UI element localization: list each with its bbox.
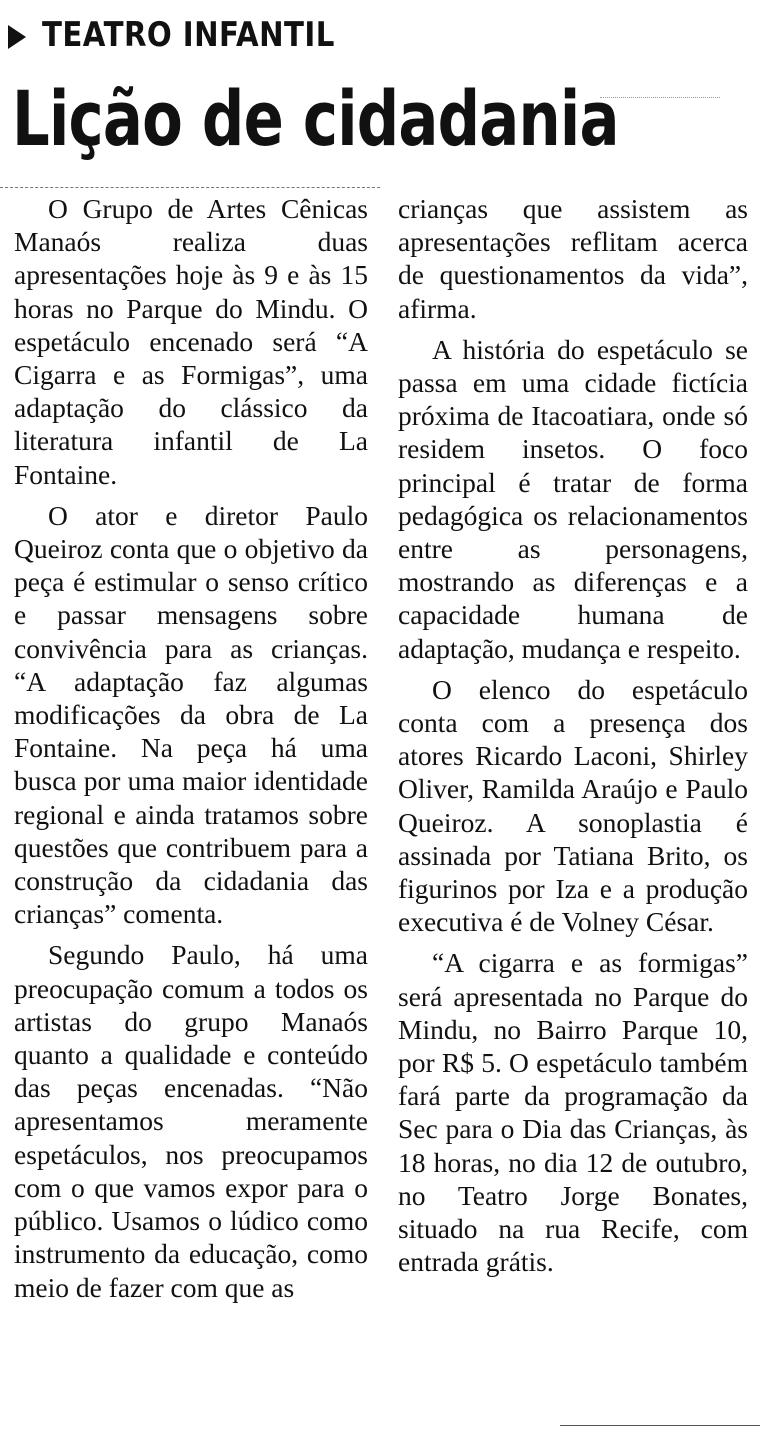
article-column-left xyxy=(14,192,368,1312)
paragraph: O Grupo de Artes Cênicas Manaós realiza duas apresentações hoje às 9 e às 15 horas no Parque do Mindu. O espetáculo encenado será “A Cigarra e as Formigas”, uma adaptação do clássico da literatura infantil de La Fontaine. xyxy=(14,193,368,490)
paragraph: O ator e diretor Paulo Queiroz conta que o objetivo da peça é estimular o senso crítico e passar mensagens sobre convivência para as crianças. “A adaptação faz algumas modificações da obra de La Fontaine. Na peça há uma busca por uma maior identidade regional e ainda tratamos sobre questões que contribuem para a construção da cidadania das crianças” comenta. xyxy=(14,499,368,930)
paragraph: A história do espetáculo se passa em uma cidade fictícia próxima de Itacoatiara, onde só residem insetos. O foco principal é tratar de forma pedagógica os relacionamentos entre as personagens, mostrando as diferenças e a capacidade humana de adaptação, mudança e respeito. xyxy=(398,333,748,664)
section-kicker xyxy=(8,14,382,56)
article-title: Lição de cidadania xyxy=(12,74,619,163)
header-divider xyxy=(0,187,380,188)
paragraph: “A cigarra e as formigas” será apresentada no Parque do Mindu, no Bairro Parque 10, por R$ 5. O espetáculo também fará parte da programação da Sec para o Dia das Crianças, às 18 horas, no dia 12 de outubro, no Teatro Jorge Bonates, situado na rua Recife, com entrada grátis. xyxy=(398,947,748,1278)
paragraph: O elenco do espetáculo conta com a presença dos atores Ricardo Laconi, Shirley Oliver, Ramilda Araújo e Paulo Queiroz. A sonoplastia é assinada por Tatiana Brito, os figurinos por Iza e a produção executiva é de Volney César. xyxy=(398,673,748,938)
article-column-right xyxy=(398,192,748,1287)
kicker-label: TEATRO INFANTIL xyxy=(42,15,335,55)
footer-divider xyxy=(560,1425,760,1426)
paragraph: Segundo Paulo, há uma preocupação comum a todos os artistas do grupo Manaós quanto a qualidade e conteúdo das peças encenadas. “Não apresentamos meramente espetáculos, nos preocupamos com o que vamos expor para o público. Usamos o lúdico como instrumento da educação, como meio de fazer com que as xyxy=(14,939,368,1303)
header-divider-right xyxy=(600,97,720,98)
paragraph: crianças que assistem as apresentações reflitam acerca de questionamentos da vida”, afirma. xyxy=(398,193,748,324)
triangle-right-icon xyxy=(8,25,26,49)
